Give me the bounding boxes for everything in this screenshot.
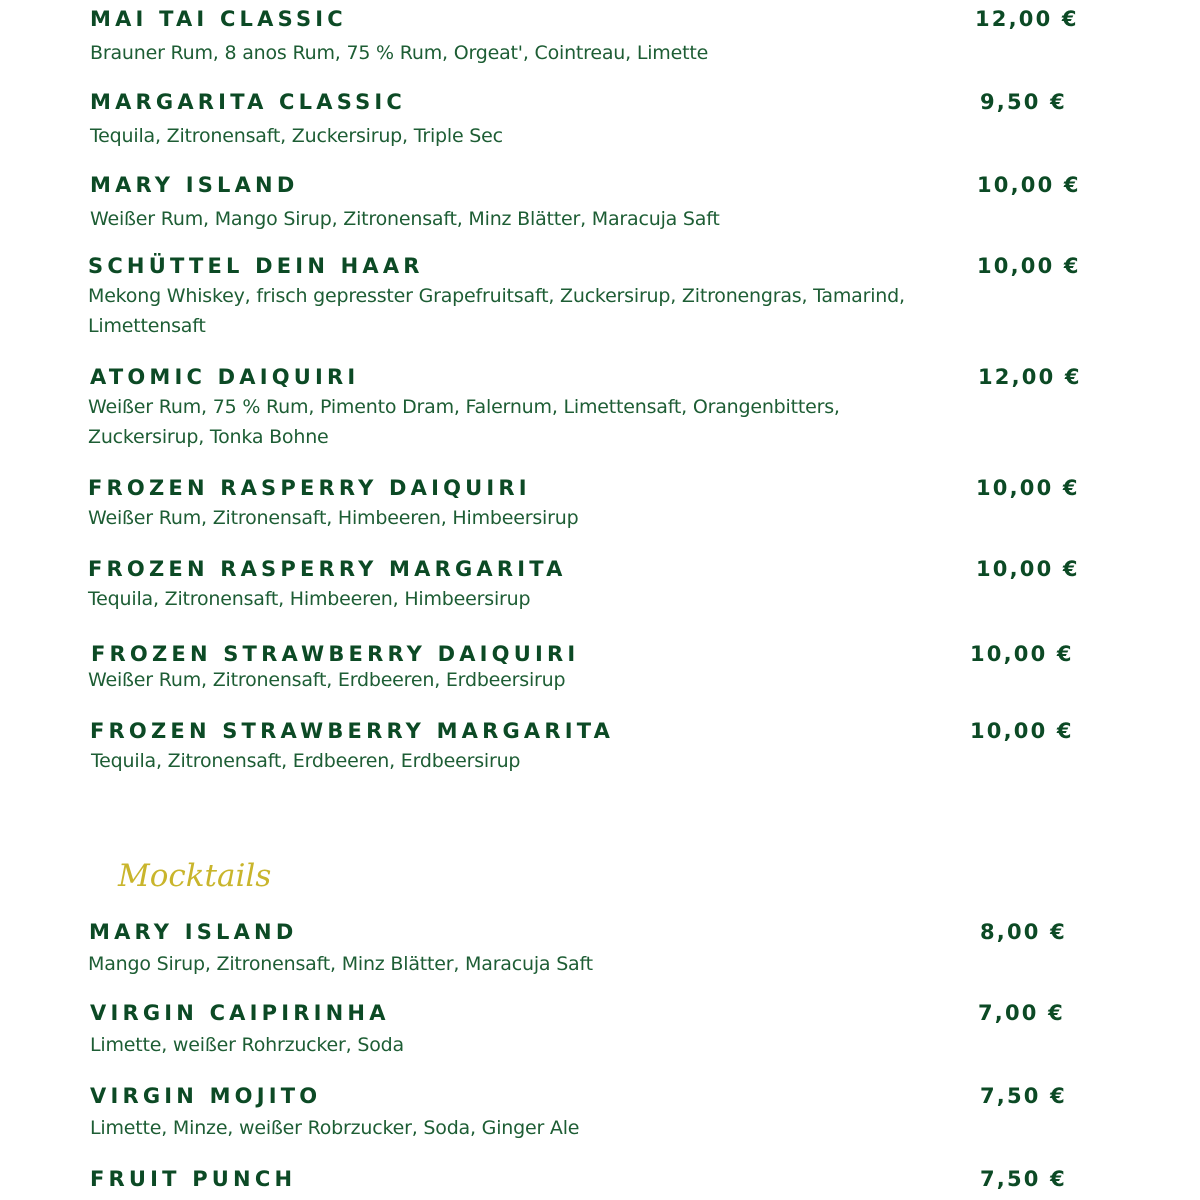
item-name: VIRGIN CAIPIRINHA	[90, 1001, 390, 1025]
item-price: 10,00 €	[976, 476, 1080, 500]
item-description: Weißer Rum, Zitronensaft, Himbeeren, Himbeersirup	[88, 507, 579, 529]
item-name: FROZEN RASPERRY DAIQUIRI	[88, 476, 531, 500]
item-name: MAI TAI CLASSIC	[90, 7, 347, 31]
item-name: FRUIT PUNCH	[90, 1167, 297, 1191]
item-description: Tequila, Zitronensaft, Erdbeeren, Erdbeersirup	[91, 750, 521, 772]
item-description: Weißer Rum, 75 % Rum, Pimento Dram, Falernum, Limettensaft, Orangenbitters, Zuckersirup, Tonka Bohne	[88, 396, 840, 448]
item-name: FROZEN RASPERRY MARGARITA	[88, 557, 567, 581]
item-price: 10,00 €	[970, 642, 1074, 666]
section-heading-mocktails: Mocktails	[118, 858, 272, 894]
item-name: FROZEN STRAWBERRY DAIQUIRI	[91, 642, 580, 666]
item-description: Mango Sirup, Zitronensaft, Minz Blätter, Maracuja Saft	[88, 953, 593, 975]
item-description: Brauner Rum, 8 anos Rum, 75 % Rum, Orgeat', Cointreau, Limette	[90, 42, 709, 64]
item-name: SCHÜTTEL DEIN HAAR	[88, 254, 424, 278]
item-price: 9,50 €	[980, 90, 1067, 114]
item-description: Tequila, Zitronensaft, Zuckersirup, Triple Sec	[90, 125, 503, 147]
item-price: 7,50 €	[980, 1167, 1067, 1191]
item-price: 10,00 €	[977, 173, 1081, 197]
item-price: 7,00 €	[978, 1001, 1065, 1025]
item-description: Tequila, Zitronensaft, Himbeeren, Himbeersirup	[88, 588, 531, 610]
item-price: 8,00 €	[980, 920, 1067, 944]
item-price: 12,00 €	[978, 365, 1082, 389]
item-name: ATOMIC DAIQUIRI	[90, 365, 360, 389]
item-name: MARGARITA CLASSIC	[90, 90, 407, 114]
item-description: Weißer Rum, Mango Sirup, Zitronensaft, Minz Blätter, Maracuja Saft	[90, 208, 720, 230]
item-price: 10,00 €	[970, 719, 1074, 743]
item-description: Limette, weißer Rohrzucker, Soda	[90, 1034, 404, 1056]
item-description: Weißer Rum, Zitronensaft, Erdbeeren, Erdbeersirup	[88, 669, 566, 691]
item-description: Limette, Minze, weißer Robrzucker, Soda, Ginger Ale	[90, 1117, 580, 1139]
item-price: 10,00 €	[977, 254, 1081, 278]
item-description: Mekong Whiskey, frisch gepresster Grapefruitsaft, Zuckersirup, Zitronengras, Tamarind, Limettensaft	[88, 285, 905, 337]
item-name: MARY ISLAND	[90, 173, 299, 197]
item-price: 7,50 €	[980, 1084, 1067, 1108]
item-price: 12,00 €	[975, 7, 1079, 31]
item-name: MARY ISLAND	[89, 920, 298, 944]
item-name: VIRGIN MOJITO	[90, 1084, 322, 1108]
item-name: FROZEN STRAWBERRY MARGARITA	[90, 719, 615, 743]
item-price: 10,00 €	[976, 557, 1080, 581]
